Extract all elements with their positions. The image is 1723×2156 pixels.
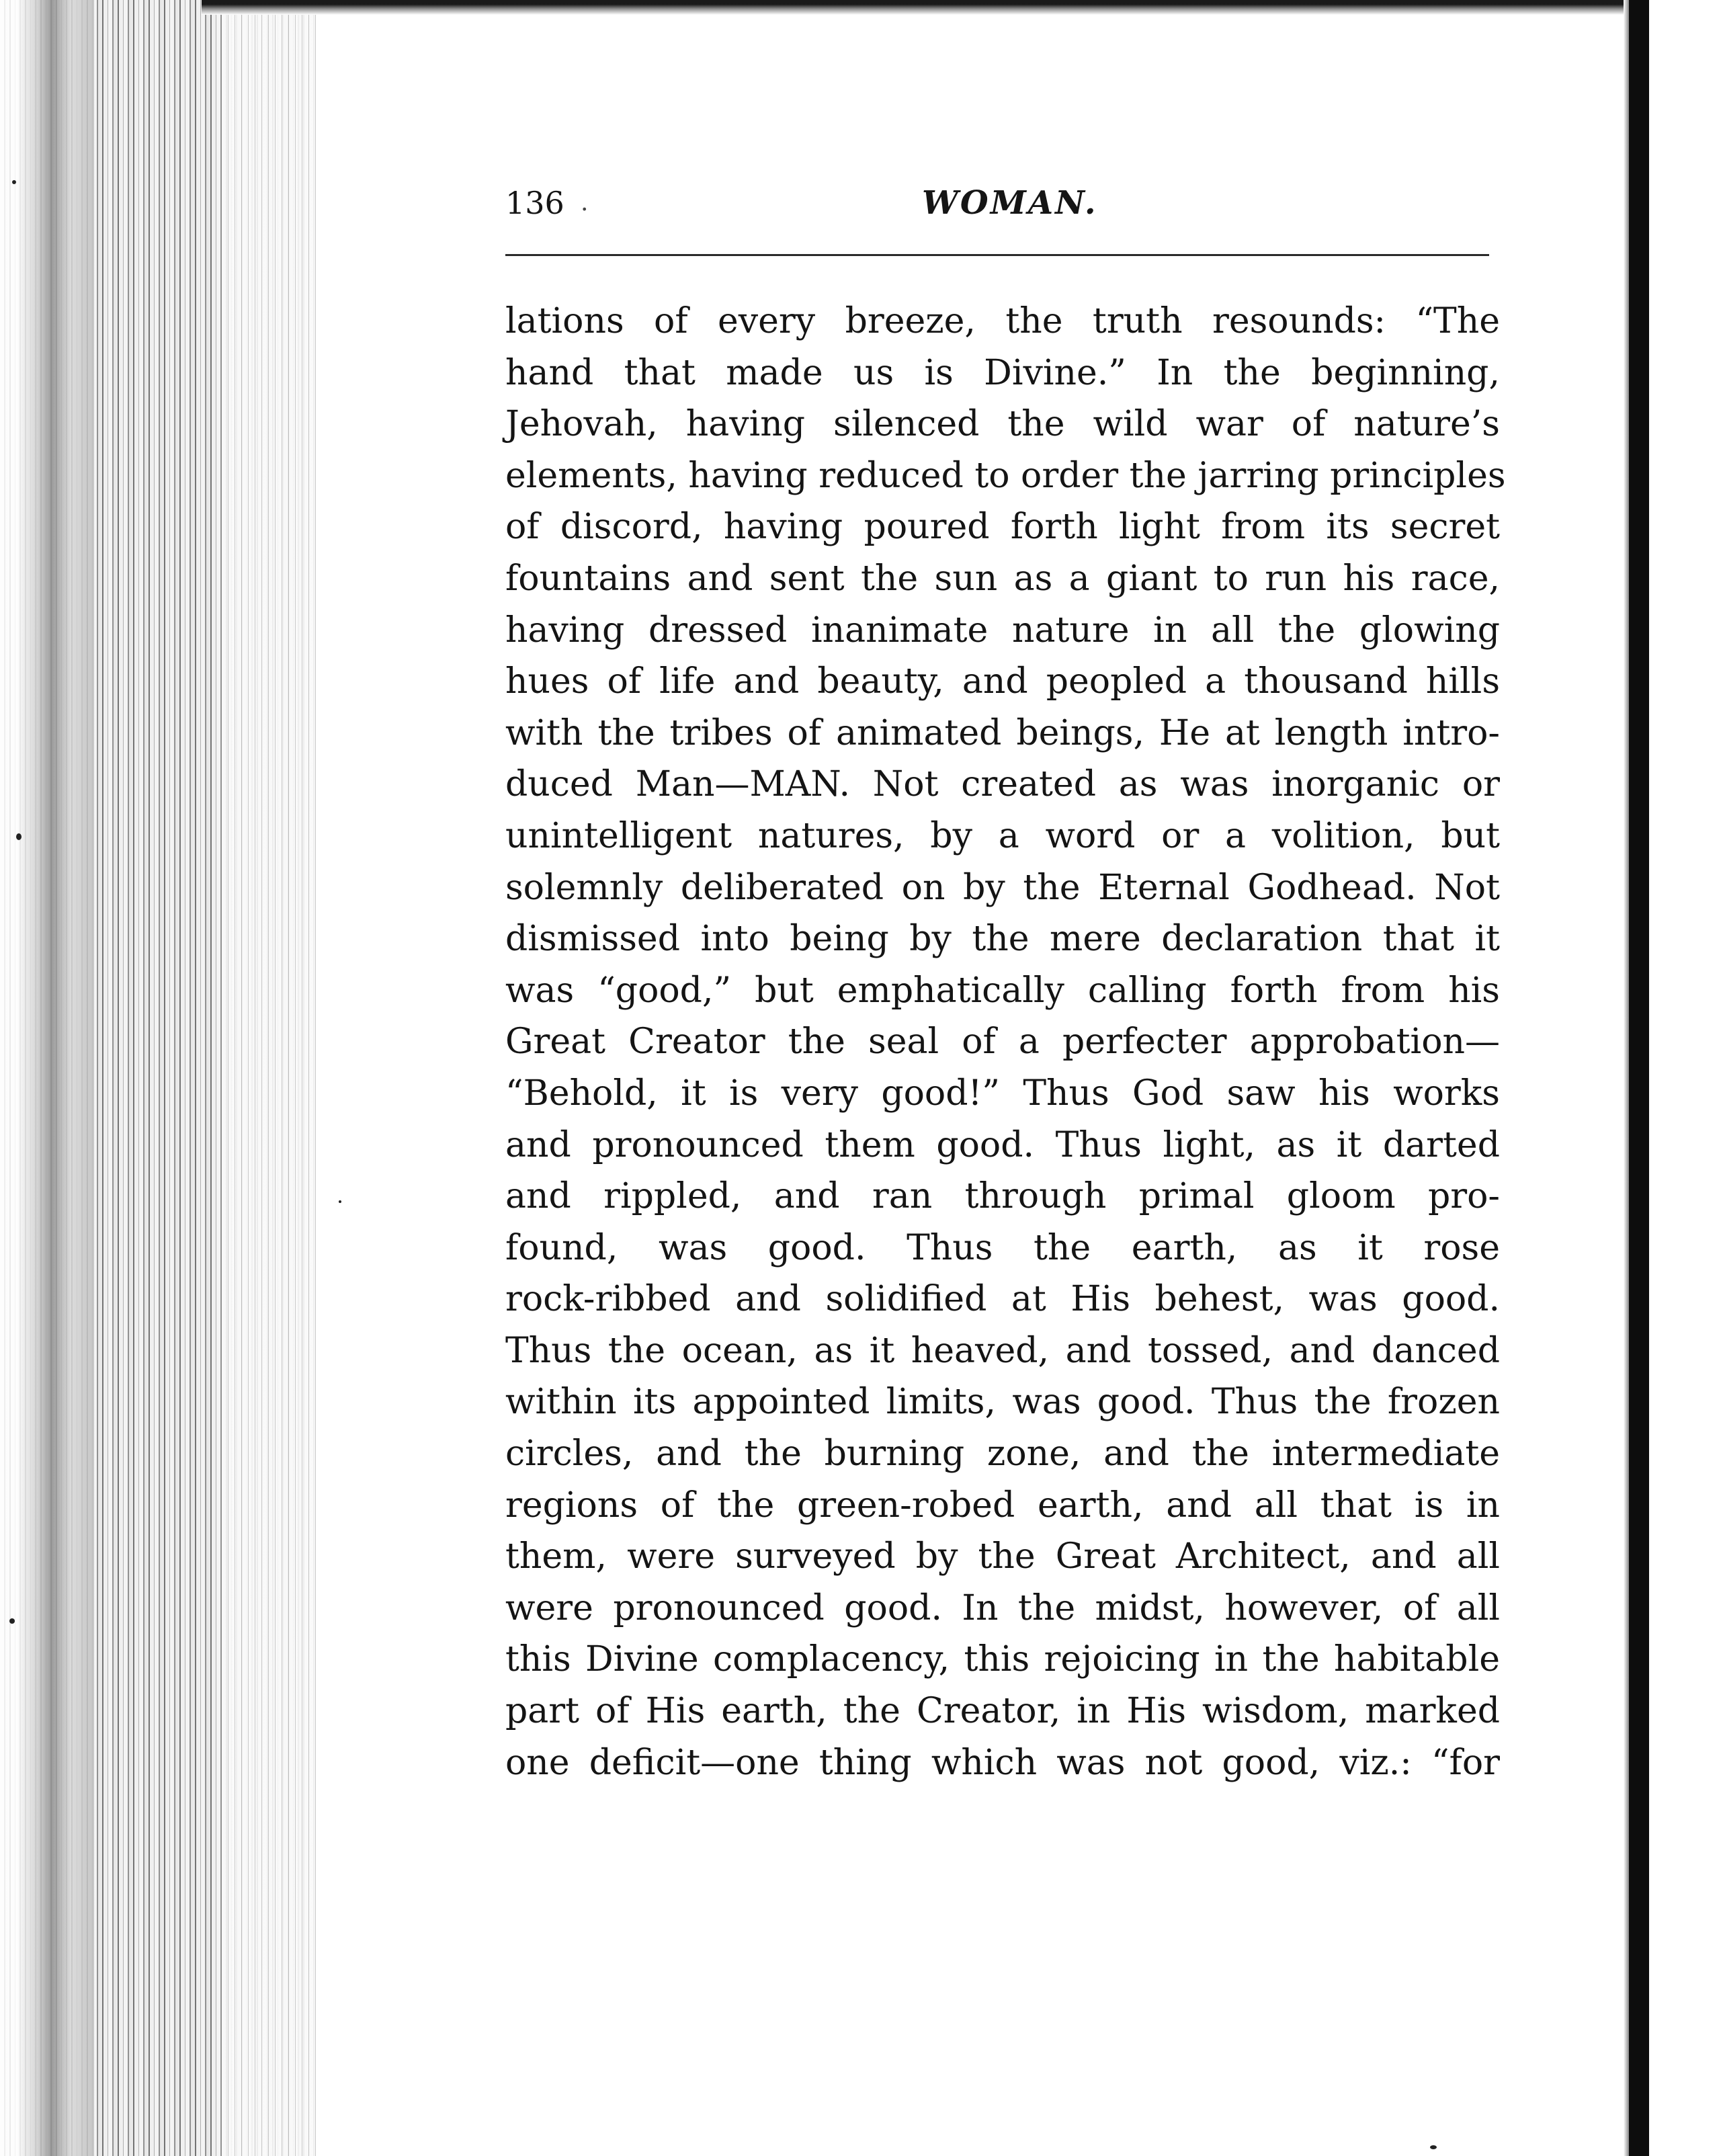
- text-line: elements, having reduced to order the jarring principles: [505, 455, 1506, 496]
- right-scan-border: [1629, 0, 1649, 2156]
- text-line: found, was good. Thus the earth, as it rose: [505, 1227, 1500, 1268]
- text-line: hues of life and beauty, and peopled a thousand hills: [505, 661, 1500, 702]
- scan-speck: [1430, 2145, 1437, 2149]
- text-line: fountains and sent the sun as a giant to run his race,: [505, 558, 1500, 599]
- text-line: this Divine complacency, this rejoicing in the habitable: [505, 1639, 1500, 1680]
- text-line: solemnly deliberated on by the Eternal Godhead. Not: [505, 867, 1500, 908]
- text-line: of discord, having poured forth light from its secret: [505, 507, 1500, 548]
- text-line: part of His earth, the Creator, in His wisdom, marked: [505, 1691, 1500, 1732]
- text-line: them, were surveyed by the Great Architect, and all: [505, 1536, 1500, 1577]
- page-edge-lines: [222, 0, 316, 2156]
- body-text: [505, 296, 1506, 1788]
- text-line: unintelligent natures, by a word or a volition, but: [505, 815, 1500, 856]
- text-line: and rippled, and ran through primal gloom pro-: [505, 1176, 1500, 1217]
- scan-speck: [339, 1200, 341, 1203]
- page-number: 136: [505, 185, 564, 221]
- text-line: were pronounced good. In the midst, however, of all: [505, 1587, 1500, 1628]
- scan-speck: [9, 1618, 15, 1624]
- text-line: Great Creator the seal of a perfecter approbation—: [505, 1022, 1500, 1063]
- text-line: hand that made us is Divine.” In the beginning,: [505, 352, 1500, 393]
- text-line: was “good,” but emphatically calling forth from his: [505, 970, 1500, 1011]
- text-line: within its appointed limits, was good. Thus the frozen: [505, 1382, 1500, 1423]
- text-line: circles, and the burning zone, and the intermediate: [505, 1434, 1500, 1475]
- text-line: lations of every breeze, the truth resounds: “The: [505, 301, 1500, 341]
- text-line: Jehovah, having silenced the wild war of nature’s: [505, 404, 1500, 445]
- text-line: having dressed inanimate nature in all the glowing: [505, 610, 1500, 651]
- text-line: rock-ribbed and solidified at His behest, was good.: [505, 1279, 1500, 1320]
- scan-speck: [16, 833, 22, 840]
- page-number-dot: .: [581, 189, 589, 216]
- text-line: and pronounced them good. Thus light, as it darted: [505, 1124, 1500, 1165]
- right-margin: [1649, 0, 1723, 2156]
- text-line: regions of the green-robed earth, and all that is in: [505, 1485, 1500, 1526]
- header-rule: [505, 254, 1489, 256]
- text-line: dismissed into being by the mere declaration that it: [505, 919, 1500, 960]
- top-scan-border: [202, 0, 1646, 15]
- running-title: WOMAN.: [922, 184, 1098, 222]
- binding-shadow: [0, 0, 94, 2156]
- scan-speck: [12, 180, 16, 184]
- text-line: “Behold, it is very good!” Thus God saw his works: [505, 1073, 1500, 1114]
- text-line: Thus the ocean, as it heaved, and tossed, and danced: [505, 1330, 1500, 1371]
- text-line: one deficit—one thing which was not good, viz.: “for: [505, 1742, 1500, 1783]
- page-header: [505, 176, 1489, 230]
- text-line: with the tribes of animated beings, He at length intro-: [505, 712, 1500, 753]
- text-line: duced Man—MAN. Not created as was inorganic or: [505, 764, 1500, 805]
